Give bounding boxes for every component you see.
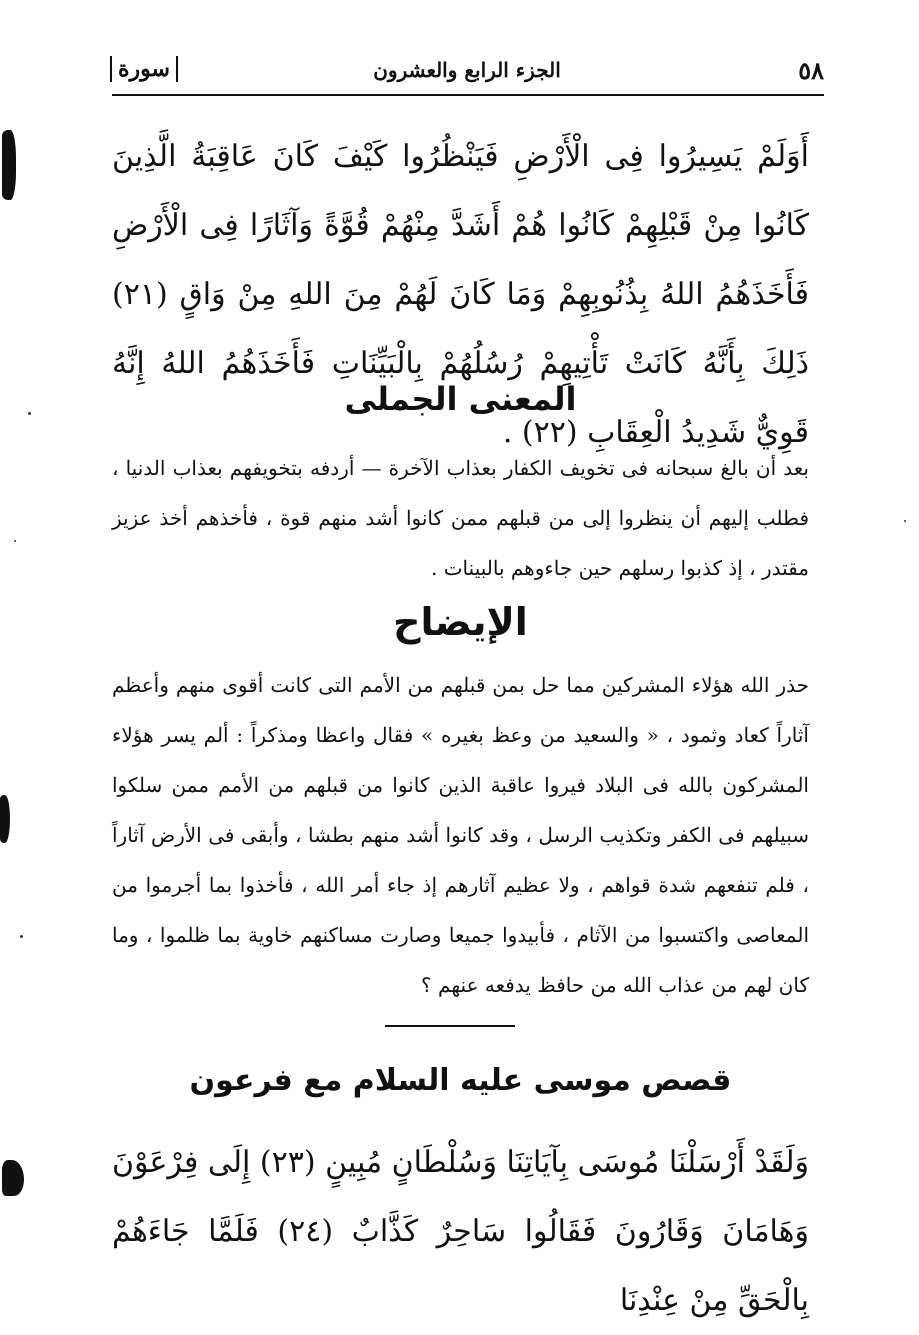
story-verse-text: وَلَقَدْ أَرْسَلْنَا مُوسَى بِآيَاتِنَا وَسُلْطَانٍ مُبِينٍ (٢٣) إِلَى فِرْعَوْنَ وَهَامَانَ وَقَارُونَ فَقَالُوا سَاحِرٌ كَذَّابٌ (٢٤) فَلَمَّا جَاءَهُمْ بِالْحَقِّ مِنْ عِنْدِنَا <box>112 1145 809 1318</box>
summary-text: بعد أن بالغ سبحانه فى تخويف الكفار بعذاب الآخرة — أردفه بتخويفهم بعذاب الدنيا ، فطلب إليهم أن ينظروا إلى من قبلهم ممن كانوا أشد منهم قوة ، فأخذهم أخذ عزيز مقتدر ، إذ كذبوا رسلهم حين جاءوهم بالبينات . <box>112 456 809 580</box>
scan-ink-blot <box>2 130 16 200</box>
scan-ink-blot <box>2 1160 24 1196</box>
scan-speck <box>20 935 23 938</box>
summary-heading: المعنى الجملى <box>344 380 577 418</box>
verse-text: أَوَلَمْ يَسِيرُوا فِى الْأَرْضِ فَيَنْظُرُوا كَيْفَ كَانَ عَاقِبَةُ الَّذِينَ كَانُوا مِنْ قَبْلِهِمْ كَانُوا هُمْ أَشَدَّ مِنْهُمْ قُوَّةً وَآثَارًا فِى الْأَرْضِ فَأَخَذَهُمُ اللهُ بِذُنُوبِهِمْ وَمَا كَانَ لَهُمْ مِنَ اللهِ مِنْ وَاقٍ (٢١) ذَلِكَ بِأَنَّهُ كَانَتْ تَأْتِيهِمْ رُسُلُهُمْ بِالْبَيِّنَاتِ فَأَخَذَهُمُ اللهُ إِنَّهُ قَوِيٌّ شَدِيدُ الْعِقَابِ (٢٢) . <box>112 139 809 450</box>
summary-section <box>112 443 809 593</box>
section-divider <box>385 1025 515 1027</box>
story-heading: قصص موسى عليه السلام مع فرعون <box>189 1063 732 1098</box>
header-rule <box>112 94 824 96</box>
scan-speck <box>28 412 31 415</box>
explanation-heading: الإيضاح <box>393 600 528 644</box>
scan-speck <box>14 540 16 542</box>
surah-label: سورة <box>110 56 178 82</box>
page-number: ٥٨ <box>798 56 824 85</box>
explanation-section <box>112 660 809 1010</box>
explanation-text: حذر الله هؤلاء المشركين مما حل بمن قبلهم من الأمم التى كانت أقوى منهم وأعظم آثاراً كعاد وثمود ، « والسعيد من وعظ بغيره » فقال واعظا ومذكراً : ألم يسر هؤلاء المشركون بالله فى البلاد فيروا عاقبة الذين كانوا من قبلهم من الأمم ممن سلكوا سبيلهم فى الكفر وتكذيب الرسل ، وقد كانوا أشد منهم بطشا ، وأبقى فى الأرض آثاراً ، فلم تنفعهم شدة قواهم ، ولا عظيم آثارهم إذ جاء أمر الله ، فأخذوا بما أجرموا من المعاصى واكتسبوا من الآثام ، فأبيدوا جميعا وصارت مساكنهم خاوية بما ظلموا ، وما كان لهم من عذاب الله من حافظ يدفعه عنهم ؟ <box>112 673 809 997</box>
running-title: الجزء الرابع والعشرون <box>373 58 561 82</box>
page-header <box>110 50 824 92</box>
scan-ink-blot <box>0 795 10 843</box>
scan-speck <box>904 520 906 522</box>
quran-verses-23-24 <box>112 1128 809 1335</box>
